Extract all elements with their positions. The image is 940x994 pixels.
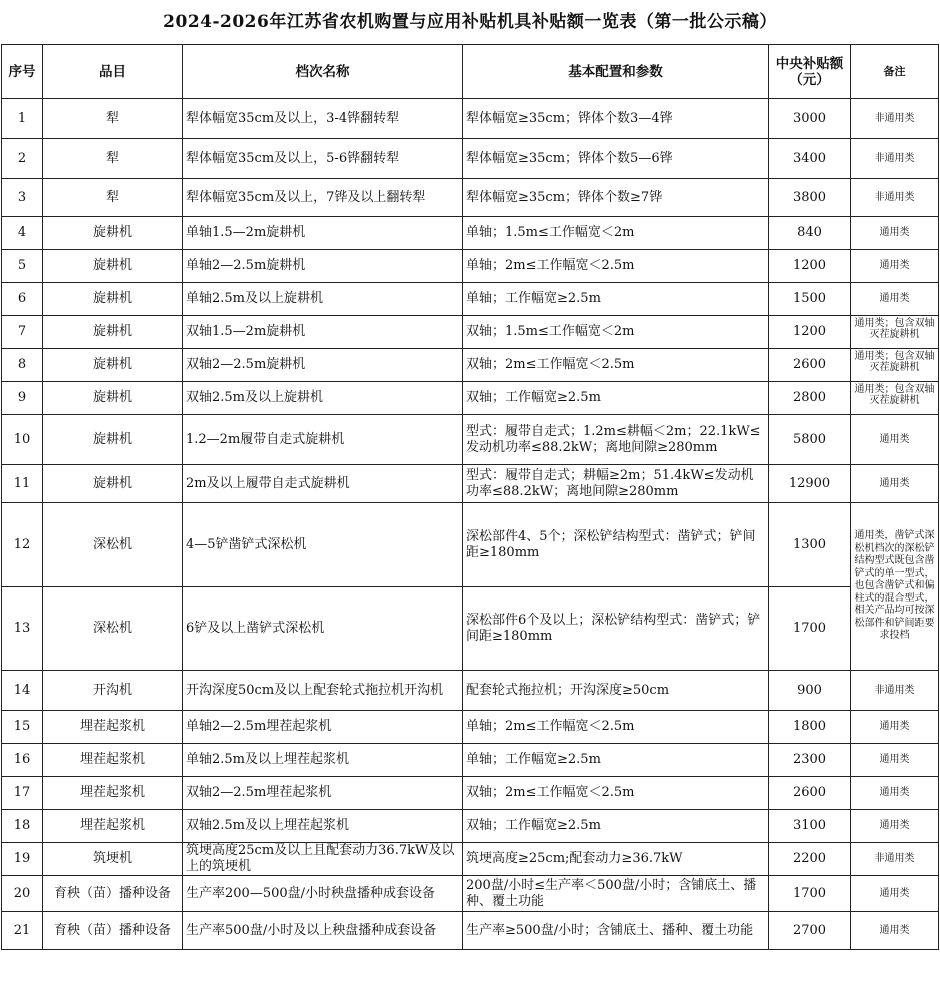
cell-index: 21 [2,912,43,950]
cell-remark: 通用类 [851,283,939,316]
cell-remark: 通用类 [851,711,939,744]
cell-item: 筑埂机 [43,843,183,876]
table-row [2,810,939,843]
cell-index: 11 [2,465,43,503]
cell-index: 5 [2,250,43,283]
table-row [2,744,939,777]
cell-config: 深松部件6个及以上；深松铲结构型式：凿铲式；铲间距≥180mm [463,587,769,671]
cell-item: 旋耕机 [43,250,183,283]
cell-grade: 开沟深度50cm及以上配套轮式拖拉机开沟机 [183,671,463,711]
cell-item: 旋耕机 [43,465,183,503]
cell-remark: 通用类，凿铲式深松机档次的深松铲结构型式既包含凿铲式的单一型式，也包含凿铲式和偏柱式的混合型式，相关产品均可按深松部件和铲间距要求投档 [851,503,939,671]
cell-index: 12 [2,503,43,587]
cell-remark: 通用类；包含双轴灭茬旋耕机 [851,349,939,382]
cell-grade: 单轴2—2.5m埋茬起浆机 [183,711,463,744]
cell-grade: 犁体幅宽35cm及以上，3-4铧翻转犁 [183,99,463,139]
cell-item: 犁 [43,139,183,179]
table-row [2,179,939,217]
cell-item: 旋耕机 [43,349,183,382]
table-row [2,711,939,744]
cell-index: 6 [2,283,43,316]
cell-remark: 非通用类 [851,139,939,179]
cell-index: 13 [2,587,43,671]
cell-subsidy: 12900 [769,465,851,503]
cell-item: 育秧（苗）播种设备 [43,912,183,950]
table-row [2,316,939,349]
cell-config: 深松部件4、5个；深松铲结构型式：凿铲式；铲间距≥180mm [463,503,769,587]
table-row [2,415,939,465]
cell-subsidy: 3400 [769,139,851,179]
cell-item: 旋耕机 [43,283,183,316]
subsidy-table [1,44,939,950]
cell-grade: 双轴1.5—2m旋耕机 [183,316,463,349]
cell-item: 旋耕机 [43,217,183,250]
cell-config: 单轴；2m≤工作幅宽＜2.5m [463,711,769,744]
cell-config: 单轴；1.5m≤工作幅宽＜2m [463,217,769,250]
cell-subsidy: 1200 [769,316,851,349]
cell-grade: 生产率200—500盘/小时秧盘播种成套设备 [183,876,463,912]
table-row [2,876,939,912]
cell-subsidy: 1300 [769,503,851,587]
cell-config: 双轴；工作幅宽≥2.5m [463,382,769,415]
cell-remark: 通用类 [851,465,939,503]
cell-subsidy: 2700 [769,912,851,950]
cell-item: 旋耕机 [43,316,183,349]
cell-grade: 犁体幅宽35cm及以上，5-6铧翻转犁 [183,139,463,179]
cell-subsidy: 3800 [769,179,851,217]
cell-config: 型式：履带自走式；耕幅≥2m；51.4kW≤发动机功率≤88.2kW；离地间隙≥280mm [463,465,769,503]
cell-subsidy: 1500 [769,283,851,316]
cell-remark: 非通用类 [851,99,939,139]
table-row [2,912,939,950]
cell-item: 埋茬起浆机 [43,744,183,777]
table-row [2,349,939,382]
cell-index: 19 [2,843,43,876]
cell-index: 10 [2,415,43,465]
cell-subsidy: 900 [769,671,851,711]
cell-config: 犁体幅宽≥35cm；铧体个数5—6铧 [463,139,769,179]
cell-config: 单轴；2m≤工作幅宽＜2.5m [463,250,769,283]
cell-item: 埋茬起浆机 [43,777,183,810]
cell-item: 犁 [43,99,183,139]
cell-remark: 通用类 [851,250,939,283]
cell-subsidy: 1700 [769,876,851,912]
cell-remark: 通用类 [851,777,939,810]
cell-config: 单轴；工作幅宽≥2.5m [463,283,769,316]
cell-grade: 双轴2.5m及以上旋耕机 [183,382,463,415]
header-index: 序号 [2,45,43,99]
cell-index: 3 [2,179,43,217]
cell-grade: 双轴2—2.5m旋耕机 [183,349,463,382]
cell-item: 深松机 [43,587,183,671]
header-row [2,45,939,99]
header-remark: 备注 [851,45,939,99]
table-row [2,283,939,316]
cell-config: 双轴；2m≤工作幅宽＜2.5m [463,777,769,810]
cell-index: 14 [2,671,43,711]
cell-index: 16 [2,744,43,777]
table-row [2,250,939,283]
page-title: 2024-2026年江苏省农机购置与应用补贴机具补贴额一览表（第一批公示稿） [163,12,777,32]
table-row [2,671,939,711]
cell-item: 埋茬起浆机 [43,810,183,843]
cell-index: 15 [2,711,43,744]
cell-remark: 通用类；包含双轴灭茬旋耕机 [851,382,939,415]
cell-remark: 非通用类 [851,671,939,711]
cell-config: 双轴；工作幅宽≥2.5m [463,810,769,843]
cell-config: 配套轮式拖拉机；开沟深度≥50cm [463,671,769,711]
cell-subsidy: 1700 [769,587,851,671]
table-row [2,382,939,415]
table-row [2,587,939,671]
cell-index: 17 [2,777,43,810]
cell-grade: 犁体幅宽35cm及以上，7铧及以上翻转犁 [183,179,463,217]
cell-remark: 通用类 [851,217,939,250]
cell-item: 犁 [43,179,183,217]
cell-config: 犁体幅宽≥35cm；铧体个数≥7铧 [463,179,769,217]
cell-subsidy: 5800 [769,415,851,465]
cell-grade: 单轴1.5—2m旋耕机 [183,217,463,250]
cell-index: 4 [2,217,43,250]
cell-subsidy: 2200 [769,843,851,876]
cell-item: 旋耕机 [43,415,183,465]
cell-remark: 通用类 [851,810,939,843]
table-row [2,465,939,503]
cell-subsidy: 1200 [769,250,851,283]
cell-grade: 生产率500盘/小时及以上秧盘播种成套设备 [183,912,463,950]
cell-subsidy: 3100 [769,810,851,843]
table-row [2,99,939,139]
cell-config: 生产率≥500盘/小时；含铺底土、播种、覆土功能 [463,912,769,950]
cell-grade: 2m及以上履带自走式旋耕机 [183,465,463,503]
cell-remark: 非通用类 [851,179,939,217]
cell-grade: 4—5铲凿铲式深松机 [183,503,463,587]
cell-item: 育秧（苗）播种设备 [43,876,183,912]
table-row [2,777,939,810]
cell-item: 深松机 [43,503,183,587]
cell-subsidy: 2300 [769,744,851,777]
cell-grade: 单轴2.5m及以上埋茬起浆机 [183,744,463,777]
cell-config: 200盘/小时≤生产率＜500盘/小时；含铺底土、播种、覆土功能 [463,876,769,912]
cell-remark: 通用类；包含双轴灭茬旋耕机 [851,316,939,349]
cell-index: 1 [2,99,43,139]
cell-config: 双轴；1.5m≤工作幅宽＜2m [463,316,769,349]
cell-subsidy: 2800 [769,382,851,415]
cell-grade: 筑埂高度25cm及以上且配套动力36.7kW及以上的筑埂机 [183,843,463,876]
cell-config: 双轴；2m≤工作幅宽＜2.5m [463,349,769,382]
cell-remark: 通用类 [851,415,939,465]
cell-grade: 双轴2—2.5m埋茬起浆机 [183,777,463,810]
cell-config: 型式：履带自走式；1.2m≤耕幅＜2m；22.1kW≤发动机功率≤88.2kW；离地间隙≥280mm [463,415,769,465]
cell-remark: 非通用类 [851,843,939,876]
cell-remark: 通用类 [851,876,939,912]
cell-remark: 通用类 [851,912,939,950]
cell-index: 20 [2,876,43,912]
header-item: 品目 [43,45,183,99]
header-subsidy: 中央补贴额 （元） [769,45,851,99]
table-row [2,139,939,179]
table-row [2,217,939,250]
cell-subsidy: 840 [769,217,851,250]
cell-item: 开沟机 [43,671,183,711]
cell-config: 犁体幅宽≥35cm；铧体个数3—4铧 [463,99,769,139]
cell-grade: 1.2—2m履带自走式旋耕机 [183,415,463,465]
table-row [2,503,939,587]
cell-index: 18 [2,810,43,843]
cell-grade: 双轴2.5m及以上埋茬起浆机 [183,810,463,843]
cell-config: 筑埂高度≥25cm;配套动力≥36.7kW [463,843,769,876]
cell-subsidy: 2600 [769,349,851,382]
cell-grade: 单轴2.5m及以上旋耕机 [183,283,463,316]
cell-index: 7 [2,316,43,349]
cell-remark: 通用类 [851,744,939,777]
cell-subsidy: 3000 [769,99,851,139]
header-grade: 档次名称 [183,45,463,99]
cell-config: 单轴；工作幅宽≥2.5m [463,744,769,777]
cell-grade: 单轴2—2.5m旋耕机 [183,250,463,283]
cell-grade: 6铲及以上凿铲式深松机 [183,587,463,671]
cell-index: 9 [2,382,43,415]
header-config: 基本配置和参数 [463,45,769,99]
cell-subsidy: 1800 [769,711,851,744]
table-row [2,843,939,876]
cell-item: 旋耕机 [43,382,183,415]
cell-item: 埋茬起浆机 [43,711,183,744]
cell-index: 8 [2,349,43,382]
cell-subsidy: 2600 [769,777,851,810]
cell-index: 2 [2,139,43,179]
